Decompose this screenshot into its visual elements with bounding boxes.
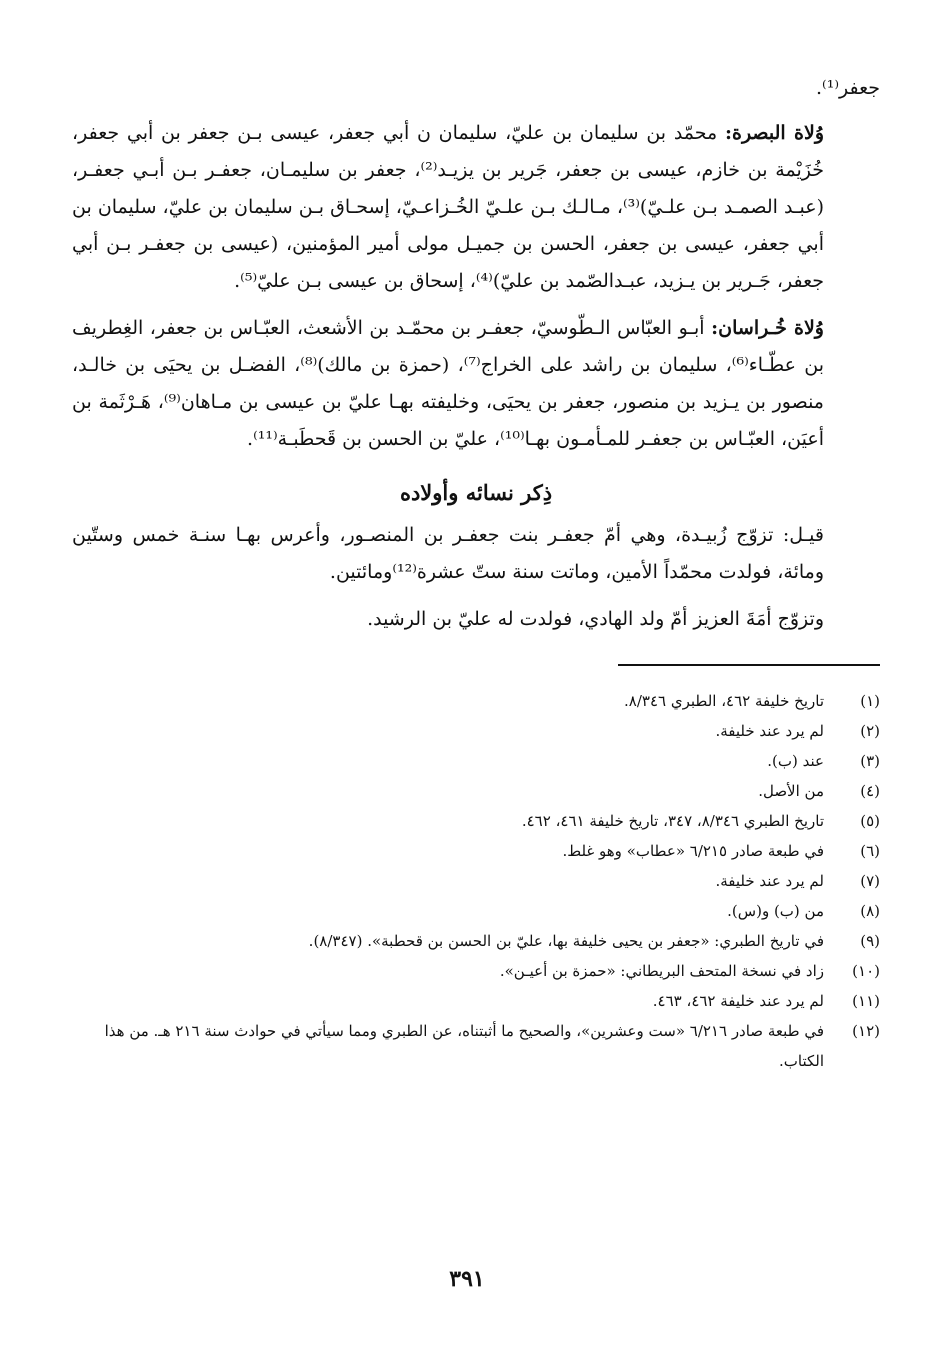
footnote-number: (٨) <box>860 902 880 920</box>
footnote-number: (١٢) <box>852 1022 880 1040</box>
footnote-number: (٢) <box>860 722 880 740</box>
footnote-item <box>72 716 880 746</box>
footnote-text: من (ب) و(س). <box>727 902 824 920</box>
footnote-item <box>72 776 880 806</box>
footnote-item <box>72 686 880 716</box>
footnote-number: (١١) <box>852 992 880 1010</box>
page-number: ٣٩١ <box>449 1266 485 1292</box>
basra-label: وُلاة البصرة: <box>724 122 824 144</box>
footnote-text: زاد في نسخة المتحف البريطاني: «حمزة بن أعيـن». <box>499 962 824 980</box>
basra-text: محمّد بن سليمان بن عليّ، سليمان ن أبي جعفر، عيسى بـن جعفر بن أبي جعفر، خُزَيْمة بن خازم، عيسى بن جعفر، جَرير بن يزيـد⁽²⁾، جعفر بن سليمـان، جعفـر بـن أبـي جعفـر، (عبـد الصمـد بـن علـيّ)⁽³⁾، مـالـك بـن علـيّ الخُـزاعـيّ، إسحـاق بـن سليمان بن عليّ، سليمان بن أبي جعفر، عيسى بن جعفر، الحسن بن جميـل مولى أمير المؤمنين، (عيسى بن جعفـر بـن أبي جعفر، جَـرير بن يـزيد، عبـدالصّمد بن عليّ)⁽⁴⁾، إسحاق بن عيسى بـن عليّ⁽⁵⁾. <box>72 122 824 292</box>
footnote-number: (٣) <box>860 752 880 770</box>
footnote-item <box>72 1016 880 1076</box>
khurasan-text: أبـو العبّاس الـطّوسيّ، جعفـر بن محمّـد بن الأشعث، العبّـاس بن جعفر، الغِطريف بن عطّـاء⁽⁶⁾، سليمان بن راشد على الخراج⁽⁷⁾، (حمزة بن مالك)⁽⁸⁾، الفضـل بن يحيَى بن خالـد، منصور بن يـزيد بن منصور، جعفر بن يحيَى، وخليفته بهـا عليّ بن عيسى بن مـاهان⁽⁹⁾، هَـرْثَمة بن أعيَن، العبّـاس بن جعفـر للمـأمـون بهـا⁽¹⁰⁾، عليّ بن الحسن بن قَحطَبـة⁽¹¹⁾. <box>72 317 825 450</box>
footnote-item <box>72 896 880 926</box>
footnote-item <box>72 806 880 836</box>
page-body <box>72 70 880 1076</box>
footnote-number: (١٠) <box>852 962 880 980</box>
footnote-item <box>72 836 880 866</box>
footnote-text: لم يرد عند خليفة. <box>715 872 824 890</box>
footnote-number: (٩) <box>860 932 880 950</box>
footnote-text: عند (ب). <box>767 752 824 770</box>
footnote-text: تاريخ خليفة ٤٦٢، الطبري ٨/٣٤٦. <box>624 692 824 710</box>
footnote-text: لم يرد عند خليفة ٤٦٢، ٤٦٣. <box>652 992 824 1010</box>
footnote-number: (٧) <box>860 872 880 890</box>
footnote-item <box>72 926 880 956</box>
footnote-number: (١) <box>860 692 880 710</box>
footnote-number: (٥) <box>860 812 880 830</box>
continuation-line: جعفر⁽¹⁾. <box>815 77 880 99</box>
footnote-divider <box>618 664 880 666</box>
khurasan-label: وُلاة خُـراسان: <box>711 317 824 339</box>
footnotes-list <box>72 686 880 1076</box>
footnote-item <box>72 866 880 896</box>
basra-governors-paragraph <box>72 115 880 300</box>
section-heading: ذِكر نسائه وأولاده <box>399 480 553 505</box>
footnote-text: في طبعة صادر ٦/٢١٥ «عطاب» وهو غلط. <box>562 842 824 860</box>
wives-paragraph-2: وتزوّج أمَةَ العزيز أمّ ولد الهادي، فولدت له عليّ بن الرشيد. <box>367 608 824 630</box>
footnote-text: في طبعة صادر ٦/٢١٦ «ست وعشرين»، والصحيح ما أثبتناه، عن الطبري ومما سيأتي في حوادث سنة ٢١٦ هـ. من هذا الكتاب. <box>104 1022 824 1070</box>
footnote-text: تاريخ الطبري ٨/٣٤٦، ٣٤٧، تاريخ خليفة ٤٦١، ٤٦٢. <box>521 812 824 830</box>
footnote-text: في تاريخ الطبري: «جعفر بن يحيى خليفة بها، عليّ بن الحسن بن قحطبة». (٨/٣٤٧). <box>308 932 824 950</box>
footnote-text: لم يرد عند خليفة. <box>715 722 824 740</box>
footnote-number: (٦) <box>860 842 880 860</box>
khurasan-governors-paragraph <box>72 310 880 458</box>
footnote-number: (٤) <box>860 782 880 800</box>
footnote-text: من الأصل. <box>758 782 824 800</box>
wives-paragraph-1: قيـل: تزوّج زُبيـدة، وهي أمّ جعفـر بنت جعفـر بن المنصـور، وأعرس بهـا سنـة خمس وستّين ومائة، فولدت محمّداً الأمين، وماتت سنة ستّ عشرة⁽¹²⁾ومائتين. <box>72 524 824 583</box>
footnote-item <box>72 986 880 1016</box>
footnote-item <box>72 746 880 776</box>
footnote-item <box>72 956 880 986</box>
